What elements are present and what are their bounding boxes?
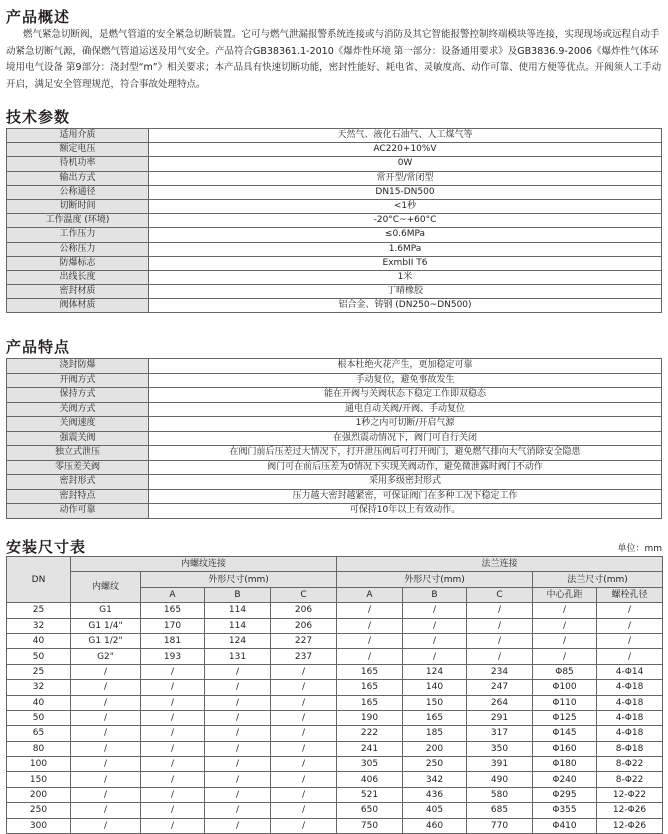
table-cell: 165 — [141, 603, 205, 618]
feature-row — [7, 402, 662, 417]
spec-row-label: 额定电压 — [7, 143, 149, 157]
table-cell: / — [597, 633, 663, 648]
table-cell: / — [141, 787, 205, 802]
table-cell: 460 — [403, 818, 467, 833]
spec-row-value: 天然气、液化石油气、人工煤气等 — [149, 129, 662, 143]
table-cell: / — [71, 664, 141, 679]
spec-row-label: 切断时间 — [7, 199, 149, 213]
table-cell: Φ180 — [533, 757, 597, 772]
table-cell: 342 — [403, 772, 467, 787]
spec-row — [7, 242, 662, 256]
table-cell: 140 — [403, 680, 467, 695]
table-cell: / — [141, 726, 205, 741]
spec-row-value: -20°C~+60°C — [149, 214, 662, 228]
feature-row-value: 通电自动关阀/开阀、手动复位 — [149, 402, 662, 417]
spec-row-value: 1米 — [149, 270, 662, 284]
feature-row-label: 保持方式 — [7, 388, 149, 403]
table-cell: / — [271, 757, 337, 772]
feature-row-value: 可保持10年以上有效动作。 — [149, 504, 662, 519]
table-cell: 200 — [403, 741, 467, 756]
table-cell: 131 — [205, 649, 271, 664]
spec-row — [7, 129, 662, 143]
table-cell: 580 — [467, 787, 533, 802]
spec-row — [7, 228, 662, 242]
table-cell: 490 — [467, 772, 533, 787]
table-cell: / — [71, 757, 141, 772]
table-row — [7, 741, 663, 756]
table-cell: 247 — [467, 680, 533, 695]
table-cell: / — [71, 741, 141, 756]
table-cell: 181 — [141, 633, 205, 648]
table-cell: Φ240 — [533, 772, 597, 787]
feature-row — [7, 504, 662, 519]
spec-row — [7, 171, 662, 185]
table-cell: / — [337, 618, 403, 633]
table-cell: 190 — [337, 710, 403, 725]
feature-row-label: 零压差关阀 — [7, 460, 149, 475]
table-cell: 436 — [403, 787, 467, 802]
table-cell: / — [403, 633, 467, 648]
table-cell: 250 — [403, 757, 467, 772]
table-cell: / — [467, 603, 533, 618]
table-cell: 391 — [467, 757, 533, 772]
spec-row-label: 出线长度 — [7, 270, 149, 284]
table-cell: 165 — [403, 710, 467, 725]
header-dn: DN — [7, 557, 71, 603]
feature-row-label: 独立式泄压 — [7, 446, 149, 461]
table-cell: 264 — [467, 695, 533, 710]
table-row — [7, 726, 663, 741]
table-cell: 305 — [337, 757, 403, 772]
feature-row-label: 浇封防爆 — [7, 359, 149, 374]
header-flange-outer-size: 外形尺寸(mm) — [337, 572, 533, 587]
header-flange-size: 法兰尺寸(mm) — [533, 572, 663, 587]
table-cell: / — [205, 757, 271, 772]
table-cell: 406 — [337, 772, 403, 787]
table-cell: Φ110 — [533, 695, 597, 710]
spec-row-value: 0W — [149, 157, 662, 171]
table-cell: / — [141, 741, 205, 756]
spec-row-value: 常开型/常闭型 — [149, 171, 662, 185]
feature-row-label: 关阀方式 — [7, 402, 149, 417]
features-title: 产品特点 — [6, 338, 71, 356]
feature-row-label: 关阀速度 — [7, 417, 149, 432]
table-cell: / — [271, 772, 337, 787]
feature-row-label: 动作可靠 — [7, 504, 149, 519]
table-cell: G1 1/2" — [71, 633, 141, 648]
table-cell: 124 — [403, 664, 467, 679]
spec-row-label: 公称压力 — [7, 242, 149, 256]
table-cell: 4-Φ14 — [597, 664, 663, 679]
table-cell: 227 — [271, 633, 337, 648]
header-c: C — [271, 587, 337, 602]
table-cell: 165 — [337, 695, 403, 710]
table-row — [7, 664, 663, 679]
table-cell: / — [271, 726, 337, 741]
table-cell: Φ125 — [533, 710, 597, 725]
table-cell: Φ295 — [533, 787, 597, 802]
feature-row-value: 根本杜绝火花产生，更加稳定可靠 — [149, 359, 662, 374]
spec-row-label: 阀体材质 — [7, 299, 149, 313]
table-cell: 50 — [7, 649, 71, 664]
table-cell: / — [403, 618, 467, 633]
spec-row-label: 公称通径 — [7, 185, 149, 199]
spec-row-label: 适用介质 — [7, 129, 149, 143]
feature-row-value: 手动复位，避免事故发生 — [149, 373, 662, 388]
table-cell: / — [597, 603, 663, 618]
table-cell: / — [205, 741, 271, 756]
table-cell: / — [141, 772, 205, 787]
table-cell: 114 — [205, 603, 271, 618]
table-cell: / — [71, 710, 141, 725]
spec-row-label: 防爆标志 — [7, 256, 149, 270]
table-cell: / — [141, 664, 205, 679]
table-row — [7, 603, 663, 618]
table-cell: 50 — [7, 710, 71, 725]
spec-row — [7, 185, 662, 199]
table-cell: / — [141, 803, 205, 818]
feature-row — [7, 446, 662, 461]
table-cell: 114 — [205, 618, 271, 633]
table-cell: / — [205, 726, 271, 741]
table-cell: / — [467, 618, 533, 633]
spec-row-label: 密封材质 — [7, 285, 149, 299]
table-cell: / — [271, 741, 337, 756]
install-title: 安装尺寸表 — [6, 538, 87, 556]
header-flange: 法兰连接 — [337, 557, 663, 572]
table-cell: 32 — [7, 618, 71, 633]
table-cell: 4-Φ18 — [597, 726, 663, 741]
table-row — [7, 680, 663, 695]
table-cell: 8-Φ22 — [597, 757, 663, 772]
table-cell: / — [271, 664, 337, 679]
feature-row-value: 能在开阀与关阀状态下稳定工作即双稳态 — [149, 388, 662, 403]
spec-row-value: 1.6MPa — [149, 242, 662, 256]
feature-row — [7, 373, 662, 388]
overview-text: 燃气紧急切断阀，是燃气管道的安全紧急切断装置。它可与燃气泄漏报警系统连接或与消防及其它智能报警控制终端模块等连接，实现现场或远程自动手动紧急切断气源，确保燃气管道运送及用气安全。产品符合GB38361.1-2010《爆炸性环境 第一部分：设备通用要求》及GB3836.9-2006《爆炸性气体环境用电气设备 第9部分：浇封型“m”》相关要求；本产品具有快速切断功能，密封性能好、耗电省、灵敏度高、动作可靠、使用方便等优点。开阀须人工手动开启，满足安全管理规范，符合事故处理特点。 — [6, 29, 662, 90]
feature-row — [7, 359, 662, 374]
table-cell: 750 — [337, 818, 403, 833]
table-cell: Φ85 — [533, 664, 597, 679]
header-thread: 内螺纹连接 — [71, 557, 337, 572]
table-row — [7, 803, 663, 818]
table-cell: 350 — [467, 741, 533, 756]
table-cell: 65 — [7, 726, 71, 741]
table-cell: 25 — [7, 603, 71, 618]
table-cell: 124 — [205, 633, 271, 648]
feature-row-value: 在阀门前后压差过大情况下，打开泄压阀后可打开阀门，避免燃气排向大气消除安全隐患 — [149, 446, 662, 461]
table-cell: 40 — [7, 633, 71, 648]
feature-row — [7, 460, 662, 475]
table-cell: 4-Φ18 — [597, 680, 663, 695]
spec-row-value: AC220+10%V — [149, 143, 662, 157]
table-row — [7, 787, 663, 802]
feature-row — [7, 417, 662, 432]
overview-title: 产品概述 — [6, 8, 71, 26]
table-cell: / — [403, 649, 467, 664]
table-cell: 170 — [141, 618, 205, 633]
table-cell: G1 — [71, 603, 141, 618]
table-cell: 8-Φ18 — [597, 741, 663, 756]
table-cell: 206 — [271, 618, 337, 633]
table-cell: / — [533, 633, 597, 648]
table-row — [7, 695, 663, 710]
table-cell: / — [205, 803, 271, 818]
table-cell: / — [403, 603, 467, 618]
table-cell: 200 — [7, 787, 71, 802]
table-cell: G1 1/4" — [71, 618, 141, 633]
table-cell: / — [141, 695, 205, 710]
table-cell: Φ145 — [533, 726, 597, 741]
spec-row — [7, 157, 662, 171]
spec-row — [7, 143, 662, 157]
table-cell: 222 — [337, 726, 403, 741]
feature-row — [7, 431, 662, 446]
table-cell: 185 — [403, 726, 467, 741]
spec-row-label: 工作压力 — [7, 228, 149, 242]
table-cell: 80 — [7, 741, 71, 756]
header-b: B — [205, 587, 271, 602]
table-cell: 4-Φ18 — [597, 710, 663, 725]
table-cell: Φ100 — [533, 680, 597, 695]
spec-row — [7, 270, 662, 284]
table-row — [7, 757, 663, 772]
table-cell: / — [71, 680, 141, 695]
spec-row — [7, 256, 662, 270]
spec-row-value: <1秒 — [149, 199, 662, 213]
table-cell: 150 — [7, 772, 71, 787]
spec-row-value: DN15-DN500 — [149, 185, 662, 199]
feature-row — [7, 489, 662, 504]
feature-row-label: 开阀方式 — [7, 373, 149, 388]
specs-title: 技术参数 — [6, 108, 71, 126]
spec-row-label: 待机功率 — [7, 157, 149, 171]
table-cell: / — [337, 649, 403, 664]
table-row — [7, 710, 663, 725]
spec-row-value: 丁晴橡胶 — [149, 285, 662, 299]
header-a: A — [141, 587, 205, 602]
table-cell: 291 — [467, 710, 533, 725]
table-cell: / — [533, 649, 597, 664]
specs-table — [6, 128, 662, 313]
table-cell: 206 — [271, 603, 337, 618]
table-cell: / — [141, 818, 205, 833]
table-cell: Φ410 — [533, 818, 597, 833]
feature-row-value: 1秒之内可切断/开启气源 — [149, 417, 662, 432]
table-cell: / — [467, 649, 533, 664]
feature-row — [7, 388, 662, 403]
header-flange-c: C — [467, 587, 533, 602]
table-cell: / — [71, 726, 141, 741]
table-cell: 685 — [467, 803, 533, 818]
table-cell: 8-Φ22 — [597, 772, 663, 787]
table-cell: 405 — [403, 803, 467, 818]
table-cell: 12-Φ26 — [597, 818, 663, 833]
feature-row-label: 密封形式 — [7, 475, 149, 490]
table-cell: / — [533, 603, 597, 618]
feature-row-value: 采用多级密封形式 — [149, 475, 662, 490]
table-cell: 100 — [7, 757, 71, 772]
table-cell: 12-Φ26 — [597, 803, 663, 818]
table-cell: 4-Φ18 — [597, 695, 663, 710]
spec-row-value: 铝合金、铸钢 (DN250~DN500) — [149, 299, 662, 313]
table-cell: / — [205, 818, 271, 833]
table-cell: 193 — [141, 649, 205, 664]
table-cell: / — [141, 680, 205, 695]
table-cell: 234 — [467, 664, 533, 679]
table-cell: 150 — [403, 695, 467, 710]
table-cell: Φ160 — [533, 741, 597, 756]
table-cell: / — [271, 803, 337, 818]
features-table — [6, 358, 662, 519]
table-cell: / — [205, 787, 271, 802]
table-cell: / — [597, 649, 663, 664]
feature-row-value: 在强烈震动情况下，阀门可自行关闭 — [149, 431, 662, 446]
spec-row-label: 工作温度 (环境) — [7, 214, 149, 228]
table-cell: / — [597, 618, 663, 633]
table-row — [7, 772, 663, 787]
table-cell: 32 — [7, 680, 71, 695]
header-outer-size: 外形尺寸(mm) — [141, 572, 337, 587]
table-cell: / — [271, 710, 337, 725]
table-cell: / — [71, 818, 141, 833]
table-cell: / — [337, 603, 403, 618]
install-table — [6, 556, 663, 834]
spec-row-value: ≤0.6MPa — [149, 228, 662, 242]
table-cell: 241 — [337, 741, 403, 756]
table-cell: / — [271, 695, 337, 710]
table-cell: / — [205, 680, 271, 695]
spec-row-value: ExmbII T6 — [149, 256, 662, 270]
table-cell: 521 — [337, 787, 403, 802]
table-cell: 770 — [467, 818, 533, 833]
table-row — [7, 618, 663, 633]
table-cell: / — [141, 757, 205, 772]
table-cell: 25 — [7, 664, 71, 679]
table-cell: 300 — [7, 818, 71, 833]
table-cell: 317 — [467, 726, 533, 741]
spec-row — [7, 299, 662, 313]
table-row — [7, 633, 663, 648]
feature-row-label: 强震关阀 — [7, 431, 149, 446]
table-cell: / — [71, 772, 141, 787]
spec-row-label: 输出方式 — [7, 171, 149, 185]
table-cell: 40 — [7, 695, 71, 710]
table-cell: 250 — [7, 803, 71, 818]
table-row — [7, 649, 663, 664]
table-cell: / — [337, 633, 403, 648]
header-inner-thread: 内螺纹 — [71, 572, 141, 603]
header-center-distance: 中心孔距 — [533, 587, 597, 602]
table-cell: / — [467, 633, 533, 648]
table-cell: 165 — [337, 664, 403, 679]
feature-row — [7, 475, 662, 490]
feature-row-value: 压力越大密封越紧密，可保证阀门在多种工况下稳定工作 — [149, 489, 662, 504]
spec-row — [7, 214, 662, 228]
table-cell: / — [71, 787, 141, 802]
spec-row — [7, 285, 662, 299]
table-cell: / — [533, 618, 597, 633]
header-flange-b: B — [403, 587, 467, 602]
table-cell: / — [205, 710, 271, 725]
table-cell: / — [141, 710, 205, 725]
table-cell: / — [205, 772, 271, 787]
table-cell: 165 — [337, 680, 403, 695]
header-bolt-hole: 螺栓孔径 — [597, 587, 663, 602]
table-cell: 237 — [271, 649, 337, 664]
table-cell: / — [271, 787, 337, 802]
table-cell: G2" — [71, 649, 141, 664]
table-cell: / — [271, 680, 337, 695]
table-cell: 12-Φ22 — [597, 787, 663, 802]
header-flange-a: A — [337, 587, 403, 602]
table-cell: Φ355 — [533, 803, 597, 818]
table-cell: / — [71, 803, 141, 818]
table-cell: / — [205, 695, 271, 710]
unit-label: 单位：mm — [617, 544, 662, 554]
spec-row — [7, 199, 662, 213]
table-cell: / — [271, 818, 337, 833]
table-cell: 650 — [337, 803, 403, 818]
table-cell: / — [205, 664, 271, 679]
feature-row-label: 密封特点 — [7, 489, 149, 504]
feature-row-value: 阀门可在前后压差为0情况下实现关阀动作，避免微泄露时阀门不动作 — [149, 460, 662, 475]
table-cell: / — [71, 695, 141, 710]
